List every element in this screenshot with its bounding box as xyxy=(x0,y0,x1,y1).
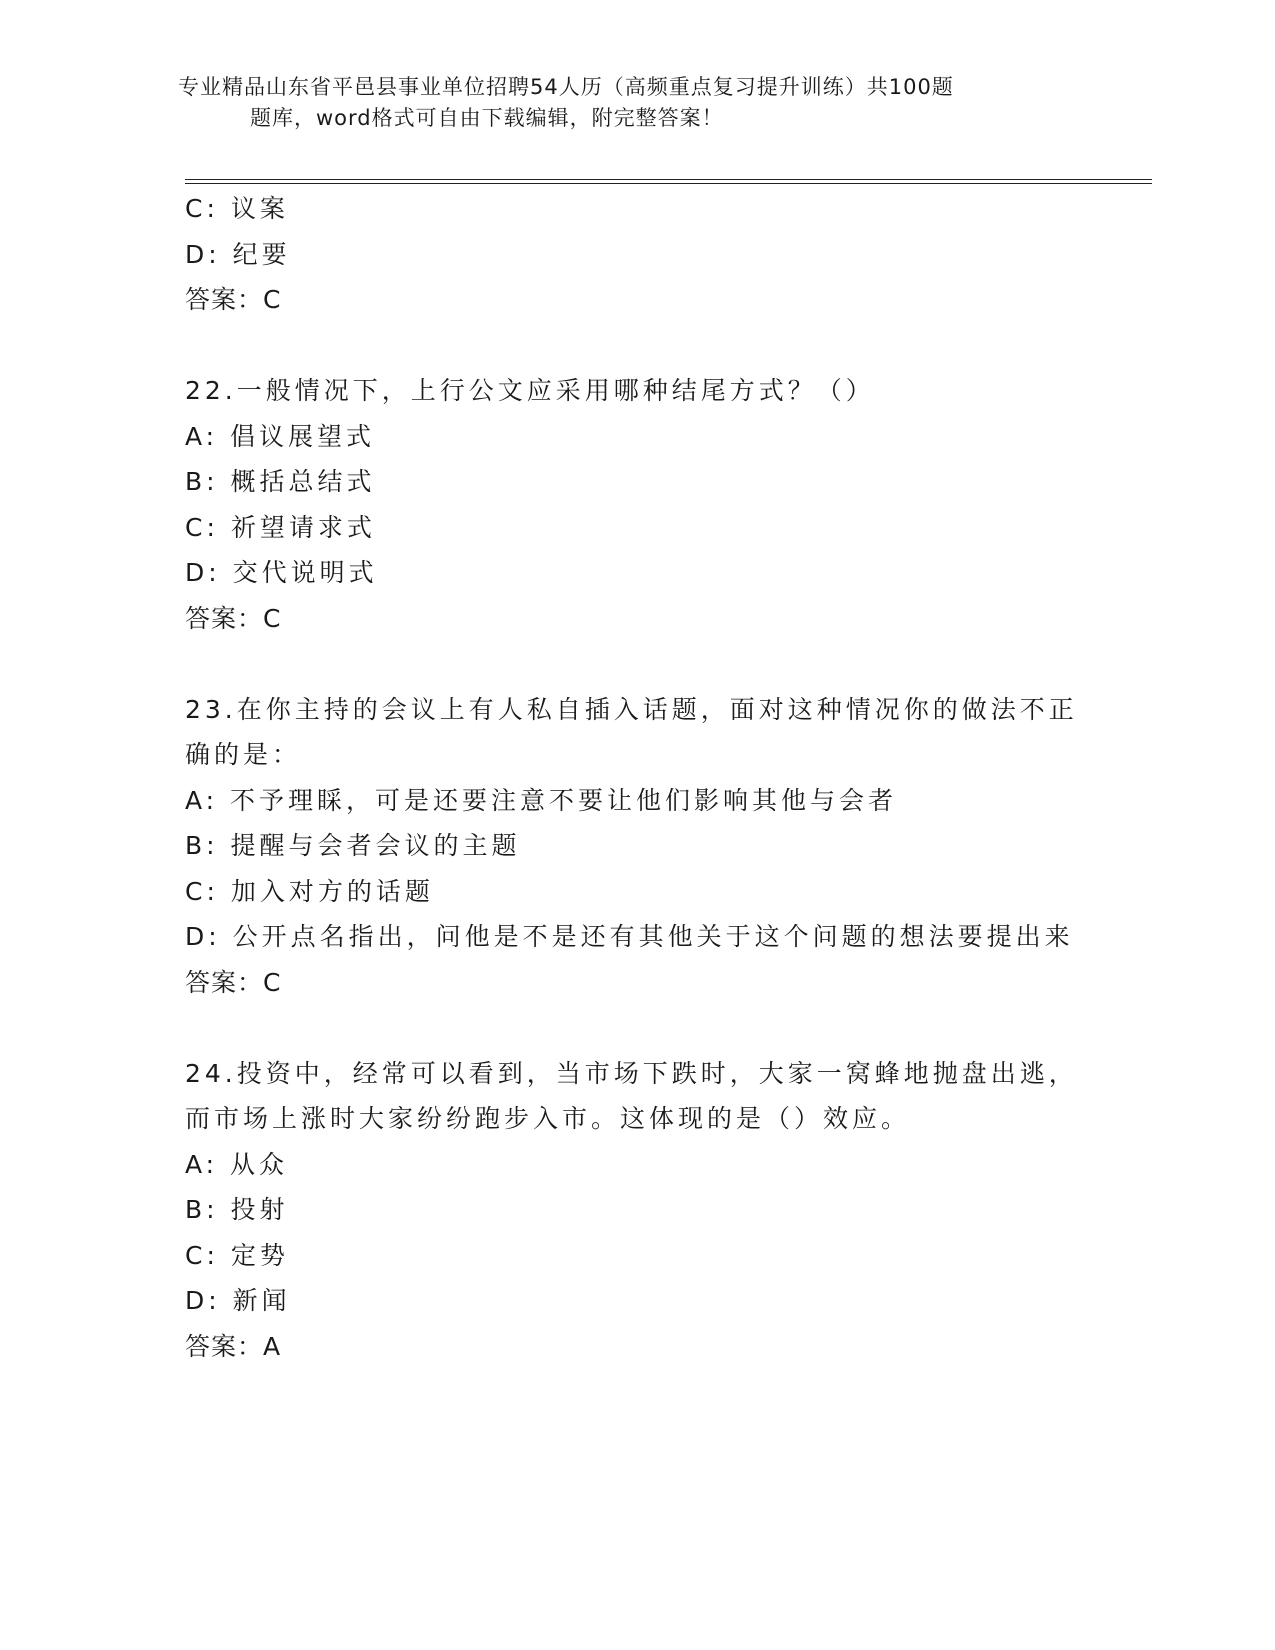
header-title-line1: 专业精品山东省平邑县事业单位招聘54人历（高频重点复习提升训练）共100题 xyxy=(178,75,954,99)
answer-value: C xyxy=(263,603,283,633)
answer-line xyxy=(185,960,1085,1006)
option-b: B: 概括总结式 xyxy=(185,467,376,496)
answer-label: 答案： xyxy=(185,967,264,997)
answer-value: C xyxy=(263,967,283,997)
spacer xyxy=(185,323,1085,369)
spacer xyxy=(185,1005,1085,1051)
option-b: B: 投射 xyxy=(185,1195,289,1224)
option-a: A: 不予理睬，可是还要注意不要让他们影响其他与会者 xyxy=(185,785,898,815)
question-stem: 22.一般情况下，上行公文应采用哪种结尾方式？（） xyxy=(185,376,875,405)
option-c: C: 祈望请求式 xyxy=(185,512,376,542)
option-d: D: 交代说明式 xyxy=(185,558,378,587)
question-stem-line1: 23.在你主持的会议上有人私自插入话题，面对这种情况你的做法不正 xyxy=(185,694,1078,724)
option-c: C: 定势 xyxy=(185,1240,289,1270)
option-d: D: 公开点名指出，问他是不是还有其他关于这个问题的想法要提出来 xyxy=(185,922,1074,951)
question-24 xyxy=(185,1051,1085,1370)
option-b: B: 提醒与会者会议的主题 xyxy=(185,831,521,860)
question-stem-line2: 而市场上涨时大家纷纷跑步入市。这体现的是（）效应。 xyxy=(185,1104,911,1133)
document-header xyxy=(178,72,1058,134)
question-stem-line2: 确的是： xyxy=(185,740,302,769)
option-a: A: 倡议展望式 xyxy=(185,421,376,451)
header-divider-bottom xyxy=(185,183,1152,184)
spacer xyxy=(185,641,1085,687)
question-23 xyxy=(185,687,1085,1006)
answer-value: A xyxy=(263,1331,283,1361)
option-a: A: 从众 xyxy=(185,1149,289,1179)
question-list xyxy=(185,186,1085,1369)
answer-label: 答案： xyxy=(185,603,264,633)
question-22 xyxy=(185,368,1085,641)
answer-line xyxy=(185,277,1085,323)
answer-label: 答案： xyxy=(185,1331,264,1361)
answer-label: 答案： xyxy=(185,285,264,314)
option-c: C: 议案 xyxy=(185,194,289,223)
header-divider-top xyxy=(185,179,1152,180)
answer-line xyxy=(185,596,1085,642)
option-c: C: 加入对方的话题 xyxy=(185,876,434,906)
question-stem-line1: 24.投资中，经常可以看到，当市场下跌时，大家一窝蜂地抛盘出逃， xyxy=(185,1058,1078,1088)
question-21-continued xyxy=(185,186,1085,323)
header-title-line2: 题库，word格式可自由下载编辑，附完整答案！ xyxy=(250,106,724,130)
answer-line xyxy=(185,1324,1085,1370)
option-d: D: 新闻 xyxy=(185,1286,291,1315)
option-d: D: 纪要 xyxy=(185,239,291,269)
answer-value: C xyxy=(263,285,283,314)
